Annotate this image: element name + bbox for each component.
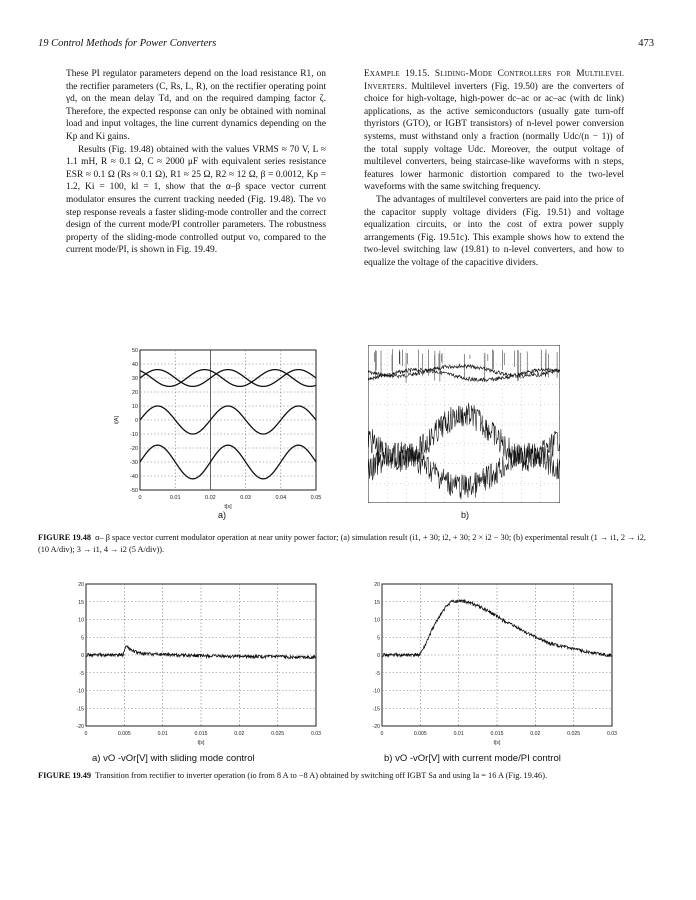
y-tick-label: -15 — [76, 706, 84, 713]
y-tick-label: -30 — [130, 460, 138, 466]
x-tick-label: 0.02 — [205, 495, 216, 501]
y-tick-label: -15 — [372, 706, 380, 713]
x-tick-label: 0.025 — [567, 731, 581, 737]
y-tick-label: -10 — [76, 688, 84, 695]
figure-19-49-caption — [38, 770, 658, 782]
y-tick-label: 10 — [78, 617, 84, 624]
figure-19-48b-oscilloscope — [368, 345, 560, 503]
x-tick-label: 0 — [84, 731, 88, 737]
y-tick-label: -40 — [130, 474, 138, 480]
y-tick-label: -5 — [79, 670, 84, 677]
x-tick-label: 0.01 — [157, 731, 168, 737]
x-tick-label: 0.03 — [310, 731, 322, 737]
left-paragraph-2: Results (Fig. 19.48) obtained with the values VRMS ≈ 70 V, L ≈ 1.1 mH, R ≈ 0.1 Ω, C ≈ 2000 μF with equivalent series resistance ESR ≈ 0.1 Ω (Rs ≈ 0.1 Ω), R1 ≈ 25 Ω, R2 ≈ 12 Ω, β = 0.0012, Kp = 1.2, Ki = 100, kl = 1, show that the α–β space vector current modulator ensures the current tracking needed (Fig. 19.48). The vo step response reveals a faster sliding-mode controller and the correct design of the current mode/PI controller parameters. The robustness property of the sliding-mode controlled output vo, compared to the current mode/PI, is shown in Fig. 19.49. — [66, 144, 326, 256]
y-tick-label: 0 — [134, 418, 138, 424]
y-tick-label: 5 — [377, 635, 380, 642]
figure-19-49-caption-label: FIGURE 19.49 — [38, 771, 92, 780]
x-tick-label: 0 — [380, 731, 384, 737]
y-tick-label: -5 — [375, 670, 380, 677]
figure-19-49b-plot — [356, 578, 626, 753]
x-tick-label: 0.015 — [490, 731, 504, 737]
figure-19-48-caption-label: FIGURE 19.48 — [38, 533, 92, 542]
y-tick-label: 5 — [81, 635, 84, 642]
figure-19-48-caption — [38, 532, 658, 555]
y-tick-label: -10 — [372, 688, 380, 695]
y-tick-label: 10 — [374, 617, 380, 624]
x-tick-label: 0.05 — [310, 495, 322, 501]
left-text-column — [66, 68, 326, 257]
y-tick-label: 0 — [81, 653, 84, 659]
x-tick-label: 0 — [138, 495, 142, 501]
figure-19-48a-plot — [108, 342, 328, 512]
x-axis-label: t[s] — [197, 740, 205, 746]
x-tick-label: 0.03 — [606, 731, 618, 737]
x-tick-label: 0.02 — [234, 731, 245, 737]
figure-19-49a-plot — [60, 578, 330, 753]
figure-19-48a-label: a) — [218, 510, 227, 520]
figure-19-48-caption-text: α– β space vector current modulator operation at near unity power factor; (a) simulation result (i1, + 30; i2, + 30; 2 × i2 − 30; (b) experimental result (1 → i1, 2 → i2, (10 A/div); 3 → i1, 4 → i2 (5 A/div)). — [38, 533, 646, 554]
figure-19-49a-label: a) vO -vOr[V] with sliding mode control — [92, 753, 255, 764]
y-tick-label: 15 — [374, 599, 380, 606]
example-paragraph-1: Multilevel inverters (Fig. 19.50) are the converters of choice for high-voltage, high-power dc–ac or ac–ac (with dc link) applications, as the active semiconductors (usually gate turn-off thyristors (GTO), or IGBT transistors) of n-level power conversion systems, must withstand only a fraction (normally Udc/(n − 1)) of the total supply voltage Udc. Moreover, the output voltage of multilevel converters, being staircase-like waveforms with n steps, features lower harmonic distortion compared to the two-level waveforms with the same switching frequency. — [364, 81, 624, 193]
y-tick-label: 20 — [78, 582, 84, 588]
y-tick-label: -10 — [130, 432, 138, 438]
y-axis-label: i[A] — [114, 416, 120, 424]
y-tick-label: -20 — [130, 446, 138, 452]
example-paragraph-2: The advantages of multilevel converters are paid into the price of the capacitor supply voltage dividers (Fig. 19.51) and voltage equalization circuits, or into the cost of extra power supply arrangements (Fig. 19.51c). This example shows how to extend the two-level switching law (19.81) to n-level converters, and how to equalize the voltage of the capacitive dividers. — [364, 194, 624, 268]
example-title: Example 19.15. Sliding-Mode Controllers for Multilevel Inverters. — [364, 69, 624, 92]
y-tick-label: 30 — [131, 376, 138, 382]
x-tick-label: 0.01 — [169, 495, 181, 501]
x-tick-label: 0.025 — [271, 731, 285, 737]
y-tick-label: 20 — [131, 390, 138, 396]
x-tick-label: 0.03 — [240, 495, 251, 501]
figure-19-48b-label: b) — [461, 510, 470, 520]
figure-19-49b-label: b) vO -vOr[V] with current mode/PI control — [384, 753, 561, 764]
y-tick-label: 40 — [131, 362, 138, 368]
y-tick-label: -20 — [372, 724, 380, 730]
figure-19-49-caption-text: Transition from rectifier to inverter operation (io from 8 A to −8 A) obtained by switching off IGBT Sa and using Ia = 16 A (Fig. 19.46). — [95, 771, 548, 780]
y-tick-label: 20 — [374, 582, 380, 588]
left-paragraph-1: These PI regulator parameters depend on the load resistance R1, on the rectifier parameters (C, Rs, L, R), on the rectifier operating point γd, on the mean delay Td, and on the required damping factor ζ. Therefore, the expected response can only be obtained with nominal load and input voltages, the line current dynamics depending on the Kp and Ki gains. — [66, 69, 326, 142]
x-tick-label: 0.01 — [453, 731, 464, 737]
page-number: 473 — [638, 38, 654, 49]
x-tick-label: 0.04 — [275, 495, 287, 501]
y-tick-label: -20 — [76, 724, 84, 730]
right-text-column — [364, 68, 624, 270]
x-tick-label: 0.02 — [530, 731, 541, 737]
x-tick-label: 0.005 — [117, 731, 131, 737]
y-tick-label: -50 — [130, 488, 138, 494]
running-header-chapter: 19 Control Methods for Power Converters — [38, 38, 217, 49]
x-tick-label: 0.005 — [413, 731, 427, 737]
y-tick-label: 10 — [131, 404, 138, 410]
x-axis-label: t[s] — [224, 504, 232, 510]
y-tick-label: 0 — [377, 653, 380, 659]
x-tick-label: 0.015 — [194, 731, 208, 737]
y-tick-label: 15 — [78, 599, 84, 606]
y-tick-label: 50 — [131, 348, 138, 354]
x-axis-label: t[s] — [493, 740, 501, 746]
